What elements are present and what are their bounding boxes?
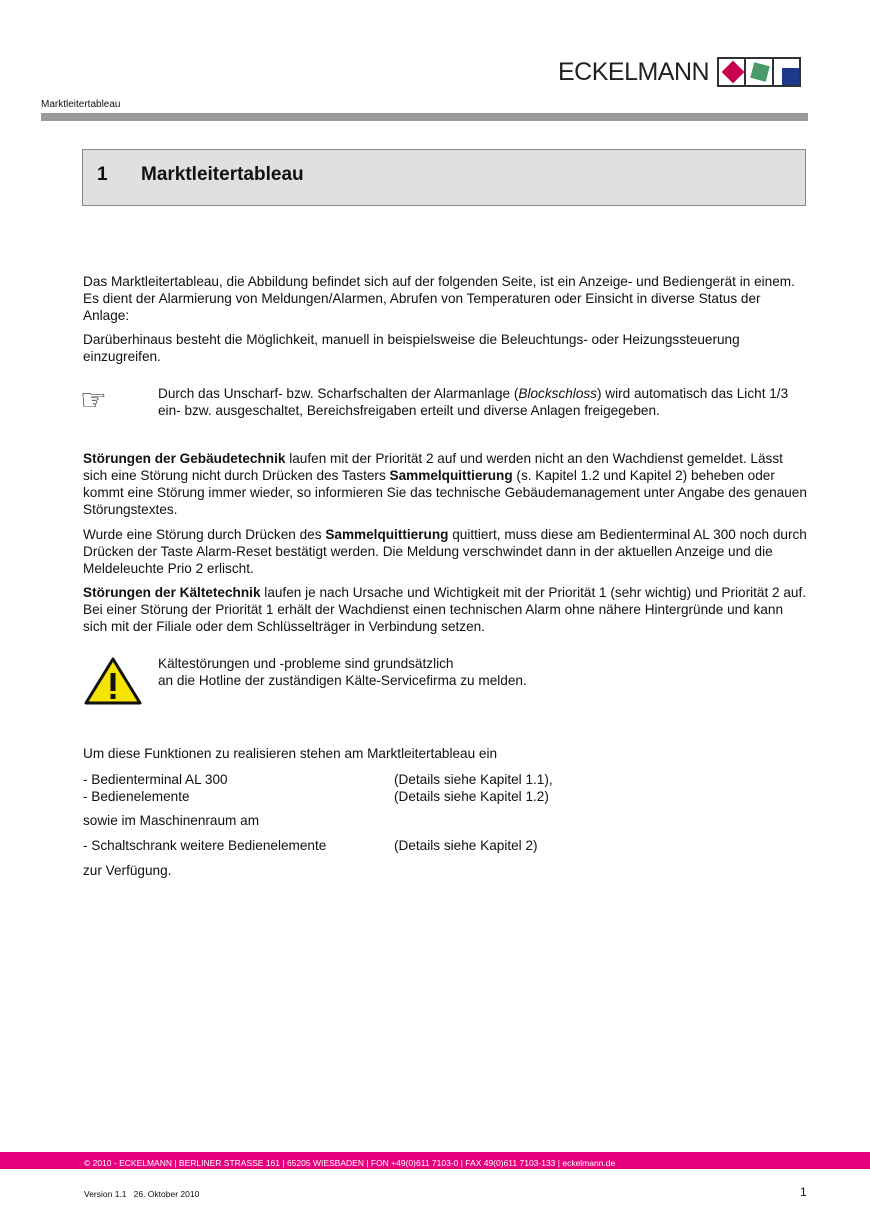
list (83, 771, 808, 805)
eckelmann-logo (558, 56, 801, 88)
paragraph: Wurde eine Störung durch Drücken des Sammelquittierung quittiert, muss diese am Bedienterminal AL 300 noch durch Drücken der Taste Alarm-Reset bestätigt werden. Die Meldung verschwindet dann in der aktuellen Anzeige und die Meldeleuchte Prio 2 erlischt. (83, 527, 807, 576)
paragraph: Darüberhinaus besteht die Möglichkeit, manuell in beispielsweise die Beleuchtungs- oder Heizungssteuerung einzugreifen. (83, 332, 740, 364)
list-item: - Schaltschrank weitere Bedienelemente (Details siehe Kapitel 2) (83, 838, 538, 853)
version-info: Version 1.1 26. Oktober 2010 (84, 1189, 200, 1199)
pointing-hand-icon: ☞ (80, 384, 107, 417)
header-divider (41, 113, 808, 121)
chapter-title: Marktleitertableau (141, 164, 304, 185)
paragraph: Um diese Funktionen zu realisieren stehen am Marktleitertableau ein (83, 746, 498, 761)
list-item: - Bedienterminal AL 300 (Details siehe Kapitel 1.1), (83, 772, 553, 787)
logo-text: ECKELMANN (558, 57, 710, 86)
paragraph: Störungen der Kältetechnik laufen je nach Ursache und Wichtigkeit mit der Priorität 1 (sehr wichtig) und Priorität 2 auf. Bei einer Störung der Priorität 1 erhält der Wachdienst einen technischen Alarm ohne nähere Hintergründe und kann sich mit der Filiale oder dem Schlüsselträger in Verbindung setzen. (83, 585, 807, 634)
header-label: Marktleitertableau (41, 99, 121, 110)
paragraph: Störungen der Gebäudetechnik laufen mit der Priorität 2 auf und werden nicht an den Wachdienst gemeldet. Lässt sich eine Störung nicht durch Drücken des Tasters Sammelquittierung (s. Kapitel 1.2 und Kapitel 2) beheben oder kommt eine Störung immer wieder, so informieren Sie das technische Gebäudemanagement unter Angabe des genauen Störungstextes. (83, 451, 807, 517)
list (83, 837, 808, 854)
chapter-number: 1 (97, 164, 108, 185)
paragraph: Das Marktleitertableau, die Abbildung befindet sich auf der folgenden Seite, ist ein Anzeige- und Bediengerät in einem. Es dient der Alarmierung von Meldungen/Alarmen, Abrufen von Temperaturen oder Einsicht in diverse Status der Anlage: (83, 274, 795, 323)
footer-contact: © 2010 - ECKELMANN | BERLINER STRASSE 161 | 65205 WIESBADEN | FON +49(0)611 7103-0 | FAX 49(0)611 7103-133 | eckelmann.de (0, 1152, 870, 1169)
list-item: - Bedienelemente (Details siehe Kapitel 1.2) (83, 789, 549, 804)
chapter-heading (82, 149, 806, 206)
note: Durch das Unscharf- bzw. Scharfschalten der Alarmanlage (Blockschloss) wird automatisch das Licht 1/3 ein- bzw. ausgeschaltet, Bereichsfreigaben erteilt und diverse Anlagen freigegeben. (158, 386, 789, 418)
page-number: 1 (800, 1185, 807, 1199)
warning-icon (84, 656, 142, 706)
paragraph: zur Verfügung. (83, 863, 172, 878)
warning-text: Kältestörungen und -probleme sind grundsätzlich an die Hotline der zuständigen Kälte-Servicefirma zu melden. (158, 656, 527, 688)
paragraph: sowie im Maschinenraum am (83, 813, 260, 828)
